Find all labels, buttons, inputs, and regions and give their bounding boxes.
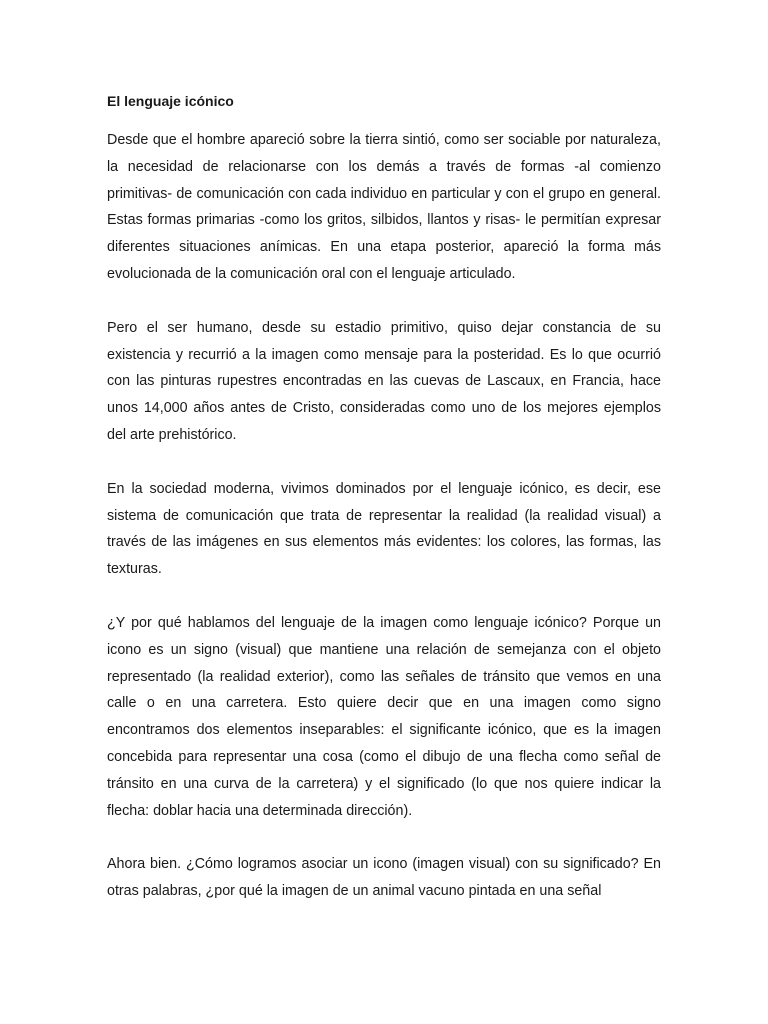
document-title: El lenguaje icónico — [107, 93, 234, 109]
paragraph-3: En la sociedad moderna, vivimos dominados por el lenguaje icónico, es decir, ese sistema de comunicación que trata de representar la realidad (la realidad visual) a través de las imágenes en sus elementos más evidentes: los colores, las formas, las texturas. — [107, 480, 661, 578]
paragraph-4: ¿Y por qué hablamos del lenguaje de la imagen como lenguaje icónico? Porque un icono es un signo (visual) que mantiene una relación de semejanza con el objeto representado (la realidad exterior), como las señales de tránsito que vemos en una calle o en una carretera. Esto quiere decir que en una imagen como signo encontramos dos elementos inseparables: el significante icónico, que es la imagen concebida para representar una cosa (como el dibujo de una flecha como señal de tránsito en una curva de la carretera) y el significado (lo que nos quiere indicar la flecha: doblar hacia una determinada dirección). — [107, 614, 661, 819]
paragraph-1: Desde que el hombre apareció sobre la tierra sintió, como ser sociable por naturaleza, la necesidad de relacionarse con los demás a través de formas -al comienzo primitivas- de comunicación con cada individuo en particular y con el grupo en general. Estas formas primarias -como los gritos, silbidos, llantos y risas- le permitían expresar diferentes situaciones anímicas. En una etapa posterior, apareció la forma más evolucionada de la comunicación oral con el lenguaje articulado. — [107, 132, 661, 282]
document-body — [107, 90, 661, 932]
paragraph-5: Ahora bien. ¿Cómo logramos asociar un icono (imagen visual) con su significado? En otras palabras, ¿por qué la imagen de un animal vacuno pintada en una señal — [107, 856, 661, 900]
paragraph-2: Pero el ser humano, desde su estadio primitivo, quiso dejar constancia de su existencia y recurrió a la imagen como mensaje para la posteridad. Es lo que ocurrió con las pinturas rupestres encontradas en las cuevas de Lascaux, en Francia, hace unos 14,000 años antes de Cristo, consideradas como uno de los mejores ejemplos del arte prehistórico. — [107, 319, 661, 443]
